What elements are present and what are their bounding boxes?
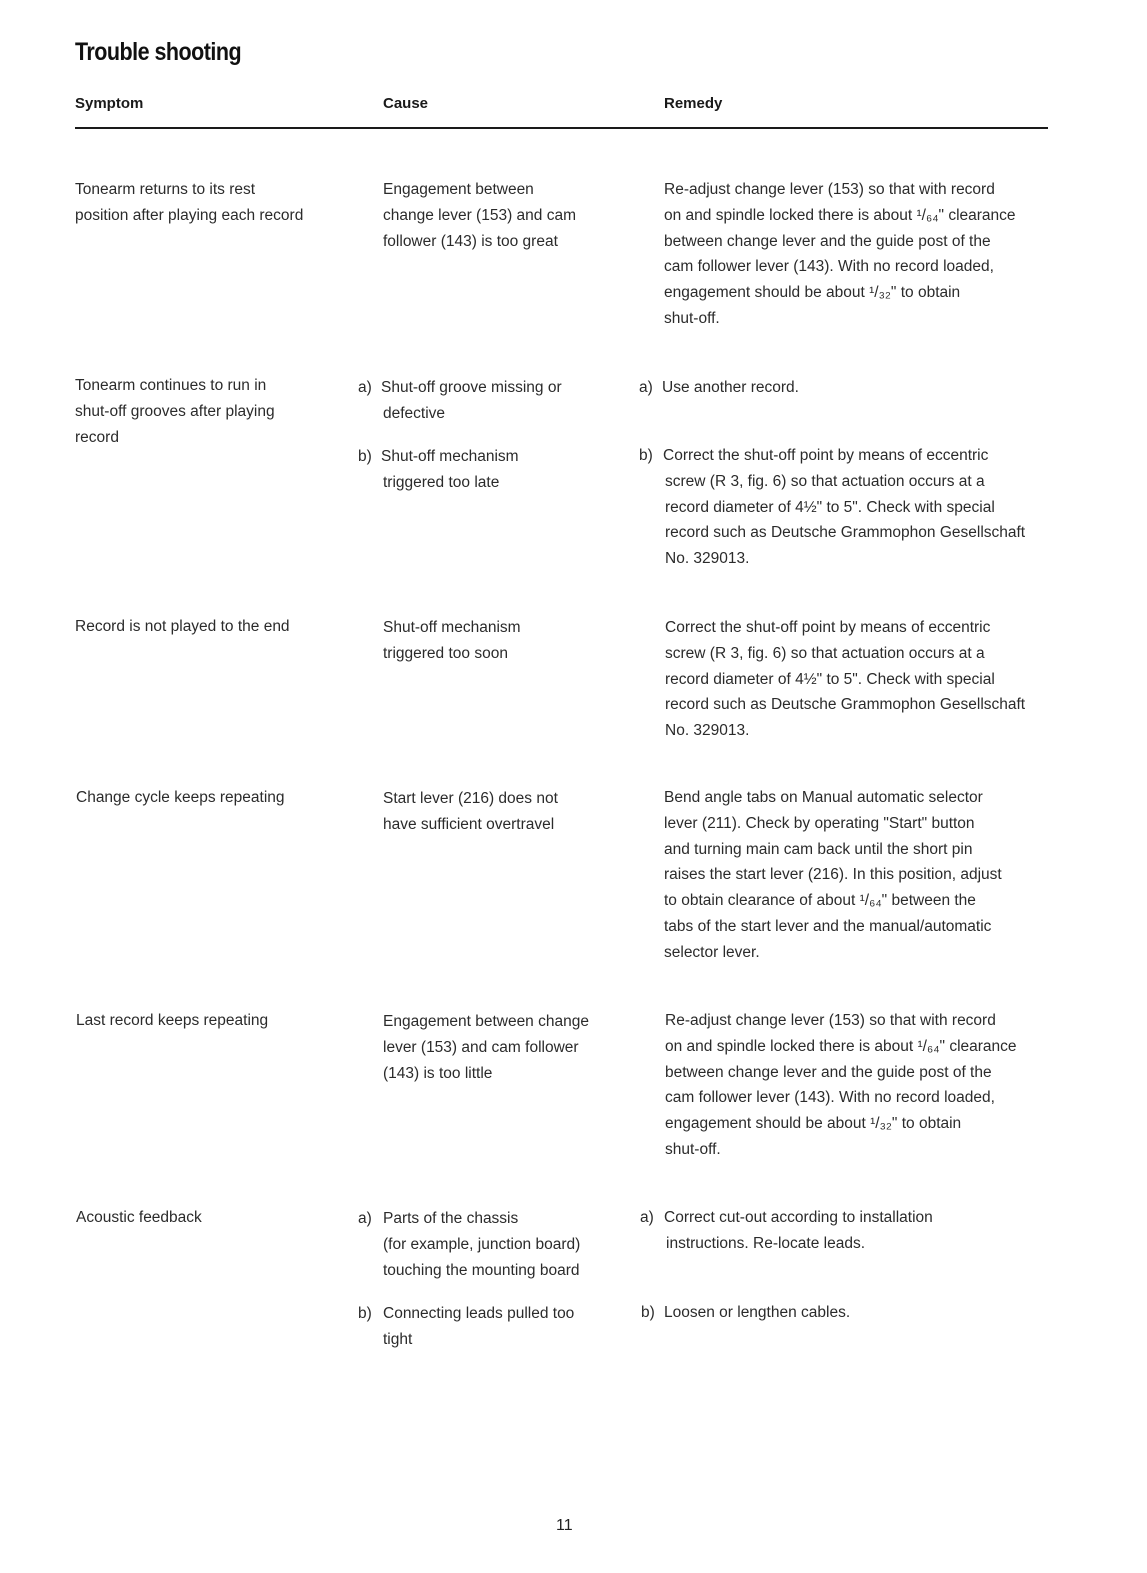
page-number: 11 bbox=[556, 1517, 573, 1534]
row-5-cause-b-label: b) bbox=[358, 1305, 372, 1322]
row-1-cause-b-label: b) bbox=[358, 448, 372, 465]
row-3-remedy: Bend angle tabs on Manual automatic selector lever (211). Check by operating "Start" button and turning main cam back until the short pin raises the start lever (216). In this position, adjust to obtain clearance of about ¹/₆₄" between the tabs of the start lever and the manual/automatic selector lever. bbox=[664, 789, 1002, 961]
header-symptom: Symptom bbox=[75, 95, 144, 112]
row-1-cause-a-label: a) bbox=[358, 379, 372, 396]
row-5-cause-a: Parts of the chassis (for example, junction board) touching the mounting board bbox=[383, 1210, 581, 1279]
row-0-remedy: Re-adjust change lever (153) so that with record on and spindle locked there is about ¹/₆₄" clearance between change lever and the guide post of the cam follower lever (143). With no record loaded, engagement should be about ¹/₃₂" to obtain shut-off. bbox=[664, 181, 1016, 327]
row-1-remedy-a-label: a) bbox=[639, 379, 653, 396]
row-1-remedy-b: Correct the shut-off point by means of eccentric screw (R 3, fig. 6) so that actuation occurs at a record diameter of 4½" to 5". Check with special record such as Deutsche Grammophon Gesellschaft No. 329013. bbox=[663, 447, 1026, 568]
row-5-cause-a-label: a) bbox=[358, 1210, 372, 1227]
header-divider bbox=[75, 127, 1048, 129]
row-5-remedy-a-label: a) bbox=[640, 1209, 654, 1226]
row-2-remedy: Correct the shut-off point by means of eccentric screw (R 3, fig. 6) so that actuation occurs at a record diameter of 4½" to 5". Check with special record such as Deutsche Grammophon Gesellschaft No. 329013. bbox=[665, 619, 1026, 740]
row-4-symptom: Last record keeps repeating bbox=[76, 1012, 269, 1029]
header-remedy: Remedy bbox=[664, 95, 723, 112]
row-4-remedy: Re-adjust change lever (153) so that with record on and spindle locked there is about ¹/₆₄" clearance between change lever and the guide post of the cam follower lever (143). With no record loaded, engagement should be about ¹/₃₂" to obtain shut-off. bbox=[665, 1012, 1017, 1158]
row-5-remedy-a: Correct cut-out according to installation instructions. Re-locate leads. bbox=[664, 1209, 933, 1252]
row-4-cause: Engagement between change lever (153) and cam follower (143) is too little bbox=[383, 1013, 589, 1082]
row-5-remedy-b: Loosen or lengthen cables. bbox=[664, 1304, 851, 1321]
row-5-symptom: Acoustic feedback bbox=[76, 1209, 202, 1226]
row-0-symptom: Tonearm returns to its rest position after playing each record bbox=[75, 181, 304, 224]
row-0-cause: Engagement between change lever (153) and cam follower (143) is too great bbox=[383, 181, 577, 250]
row-2-symptom: Record is not played to the end bbox=[75, 618, 290, 635]
row-2-cause: Shut-off mechanism triggered too soon bbox=[383, 619, 521, 662]
row-1-remedy-b-label: b) bbox=[639, 447, 653, 464]
row-3-symptom: Change cycle keeps repeating bbox=[76, 789, 285, 806]
row-1-remedy-a: Use another record. bbox=[662, 379, 799, 396]
row-3-cause: Start lever (216) does not have sufficient overtravel bbox=[383, 790, 558, 833]
row-1-cause-b: Shut-off mechanism triggered too late bbox=[381, 448, 519, 491]
header-cause: Cause bbox=[383, 95, 429, 112]
row-5-cause-b: Connecting leads pulled too tight bbox=[383, 1305, 575, 1348]
page-title: Trouble shooting bbox=[75, 38, 242, 66]
row-1-symptom: Tonearm continues to run in shut-off grooves after playing record bbox=[75, 377, 275, 446]
row-5-remedy-b-label: b) bbox=[641, 1304, 655, 1321]
row-1-cause-a: Shut-off groove missing or defective bbox=[381, 379, 562, 422]
